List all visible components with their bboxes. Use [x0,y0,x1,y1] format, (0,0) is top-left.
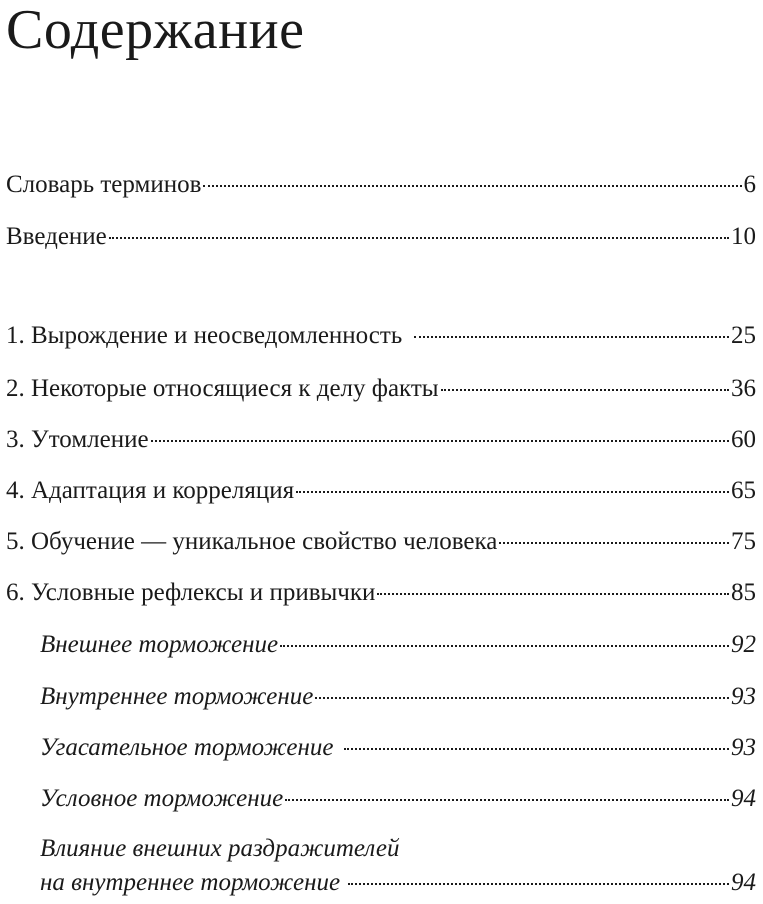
toc-entry-label: Угасательное торможение [40,734,334,761]
toc-entry-label: 2. Некоторые относящиеся к делу факты [6,375,439,402]
dot-leader [441,389,729,391]
dot-leader [344,748,730,750]
dot-leader [315,697,729,699]
toc-page-number: 75 [731,528,756,555]
dot-leader [151,440,729,442]
dot-leader [203,185,741,187]
toc-page-number: 93 [731,734,756,761]
toc-page-number: 93 [731,683,756,710]
toc-page-number: 85 [731,579,756,606]
dot-leader [285,799,729,801]
dot-leader [348,883,729,885]
toc-entry-introduction[interactable] [6,222,756,252]
toc-entry-chapter-1[interactable] [6,321,756,351]
dot-leader [280,645,729,647]
toc-page-number: 6 [743,171,756,198]
toc-entry-chapter-2[interactable] [6,374,756,404]
toc-entry-label: 3. Утомление [6,426,149,453]
toc-page-number: 25 [731,322,756,349]
toc-page-number: 36 [731,375,756,402]
dot-leader [377,593,729,595]
toc-entry-line-2 [40,868,756,898]
toc-entry-external-inhibition[interactable] [40,630,756,660]
toc-entry-label: 4. Адаптация и корреляция [6,477,295,504]
dot-leader [499,542,729,544]
toc-entry-chapter-3[interactable] [6,425,756,455]
toc-entry-chapter-5[interactable] [6,527,756,557]
toc-page-number: 94 [731,869,756,896]
toc-entry-label: 5. Обучение — уникальное свойство человека [6,528,498,555]
toc-page-number: 10 [731,223,756,250]
toc-entry-chapter-4[interactable] [6,476,756,506]
toc-page-number: 65 [731,477,756,504]
toc-entry-label: Внутреннее торможение [40,683,314,710]
toc-entry-glossary[interactable] [6,170,756,200]
toc-entry-label: 1. Вырождение и неосведомленность [6,322,403,349]
toc-entry-label-line-2: на внутреннее торможение [40,869,341,896]
toc-entry-label: Внешнее торможение [40,631,279,658]
toc-entry-label: 6. Условные рефлексы и привычки [6,579,376,606]
dot-leader [296,491,729,493]
toc-page-number: 94 [731,785,756,812]
toc-entry-conditioned-inhibition[interactable] [40,784,756,814]
toc-entry-label: Словарь терминов [6,171,202,198]
toc-title: Содержание [6,0,305,61]
toc-entry-label-line-1: Влияние внешних раздражителей [40,835,400,862]
toc-entry-chapter-6[interactable] [6,578,756,608]
dot-leader [109,237,729,239]
toc-page-number: 92 [731,631,756,658]
toc-entry-internal-inhibition[interactable] [40,682,756,712]
dot-leader [414,336,729,338]
toc-entry-label: Условное торможение [40,785,284,812]
toc-entry-label: Введение [6,223,107,250]
toc-page-number: 60 [731,426,756,453]
toc-entry-extinctive-inhibition[interactable] [40,733,756,763]
toc-entry-external-stimuli-influence[interactable] [40,834,756,898]
